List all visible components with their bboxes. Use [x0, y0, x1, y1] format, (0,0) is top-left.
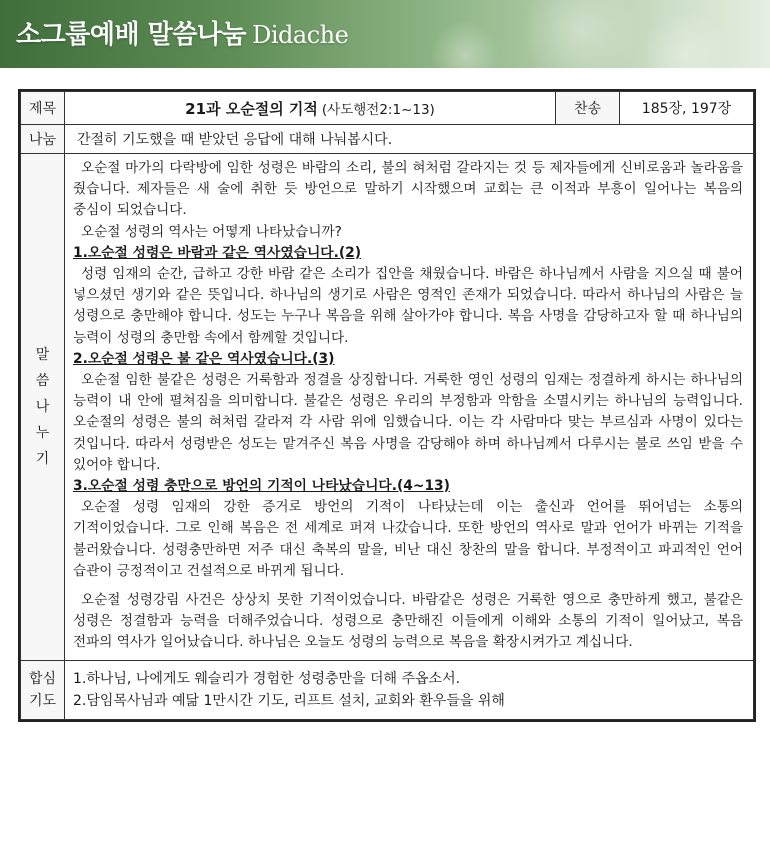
prayer-row [21, 660, 754, 719]
conclusion-paragraph: 오순절 성령강림 사건은 상상치 못한 기적이었습니다. 바람같은 성령은 거룩한 영으로 충만하게 했고, 불같은 성령은 정결함과 능력을 더해주었습니다. 성령으로 충만해진 이들에게 이해와 소통의 기적이 일어났고, 복음 전파의 역사가 일어났습니다. 하나님은 오늘도 성령의 능력으로 복음을 확장시켜가고 계십니다. [73, 592, 743, 651]
message-label-char: 누 [35, 424, 50, 441]
banner-title [16, 14, 348, 51]
prayer-item: 2.담임목사님과 예닮 1만시간 기도, 리프트 설치, 교회와 환우들을 위해 [73, 692, 505, 709]
point-heading-1: 1.오순절 성령은 바람과 같은 역사였습니다.(2) [73, 244, 362, 261]
banner-title-korean: 소그룹예배 말씀나눔 [16, 20, 247, 50]
message-row [21, 154, 754, 661]
hymn-value: 185장, 197장 [620, 92, 754, 125]
prayer-item: 1.하나님, 나에게도 웨슬리가 경험한 성령충만을 더해 주옵소서. [73, 670, 461, 687]
sharing-label: 나눔 [21, 125, 65, 154]
point-text-2: 오순절 임한 불같은 성령은 거룩함과 정결을 상징합니다. 거룩한 영인 성령의 임재는 정결하게 하시는 하나님의 능력이 내 안에 펼쳐짐을 의미합니다. 불같은 성령은 우리의 부정함과 악함을 소멸시키는 하나님의 능력입니다. 오순절의 성령은 불의 혀처럼 갈라져 각 사람 위에 임했습니다. 이는 각 사람마다 맞는 부르심과 사명이 있다는 것입니다. 따라서 성령받은 성도는 맡겨주신 복음 사명을 감당해야 하며 하나님께서 다루시는 불로 쓰임 받을 수 있어야 합니다. [73, 372, 743, 473]
lesson-sheet [18, 89, 756, 722]
guiding-question: 오순절 성령의 역사는 어떻게 나타났습니까? [81, 223, 342, 240]
hymn-label: 찬송 [556, 92, 620, 125]
message-label-char: 나 [35, 398, 50, 415]
scripture-reference: (사도행전2:1~13) [321, 101, 435, 118]
message-label-char: 기 [35, 450, 50, 467]
intro-paragraph: 오순절 마가의 다락방에 임한 성령은 바람의 소리, 불의 혀처럼 갈라지는 것 등 제자들에게 신비로움과 놀라움을 줬습니다. 제자들은 새 술에 취한 듯 방언으로 말하기 시작했으며 교회는 큰 이적과 부흥이 일어나는 복음의 중심이 되었습니다. [73, 160, 743, 219]
message-label [21, 154, 65, 661]
point-heading-3: 3.오순절 성령 충만으로 방언의 기적이 나타났습니다.(4~13) [73, 478, 450, 495]
page-banner [0, 0, 770, 68]
sharing-question: 간절히 기도했을 때 받았던 응답에 대해 나눠봅시다. [65, 125, 754, 154]
banner-title-latin: Didache [252, 21, 349, 49]
point-text-1: 성령 임재의 순간, 급하고 강한 바람 같은 소리가 집안을 채웠습니다. 바람은 하나님께서 사람을 지으실 때 불어 넣으셨던 생기와 같은 뜻입니다. 하나님의 생기로 사람은 영적인 존재가 되었습니다. 따라서 하나님의 사람은 늘 성령으로 충만해야 합니다. 성도는 누구나 복음을 위해 살아가야 합니다. 복음 사명을 감당하고자 할 때 하나님의 능력이 성령의 충만함 속에서 함께할 것입니다. [73, 266, 743, 346]
point-heading-2: 2.오순절 성령은 불 같은 역사였습니다.(3) [73, 350, 335, 367]
lesson-table [20, 91, 754, 720]
title-row [21, 92, 754, 125]
prayer-label-line: 합심 [28, 670, 57, 687]
title-label: 제목 [21, 92, 65, 125]
lesson-title: 21과 오순절의 기적 [185, 99, 318, 118]
message-body [65, 154, 754, 661]
message-label-char: 말 [35, 346, 50, 363]
sharing-row [21, 125, 754, 154]
prayer-label-line: 기도 [28, 692, 57, 709]
prayer-label [21, 660, 65, 719]
point-text-3: 오순절 성령 임재의 강한 증거로 방언의 기적이 나타났는데 이는 출신과 언어를 뛰어넘는 소통의 기적이었습니다. 그로 인해 복음은 전 세계로 퍼져 나갔습니다. 또한 방언의 역사로 말과 언어가 바뀌는 기적을 불러왔습니다. 성령충만하면 저주 대신 축복의 말을, 비난 대신 창찬의 말을 합니다. 부정적이고 파괴적인 언어 습관이 긍정적이고 건설적으로 바뀌게 됩니다. [73, 499, 743, 579]
message-label-char: 씀 [35, 372, 50, 389]
prayer-items [65, 660, 754, 719]
lesson-title-cell [65, 92, 556, 125]
